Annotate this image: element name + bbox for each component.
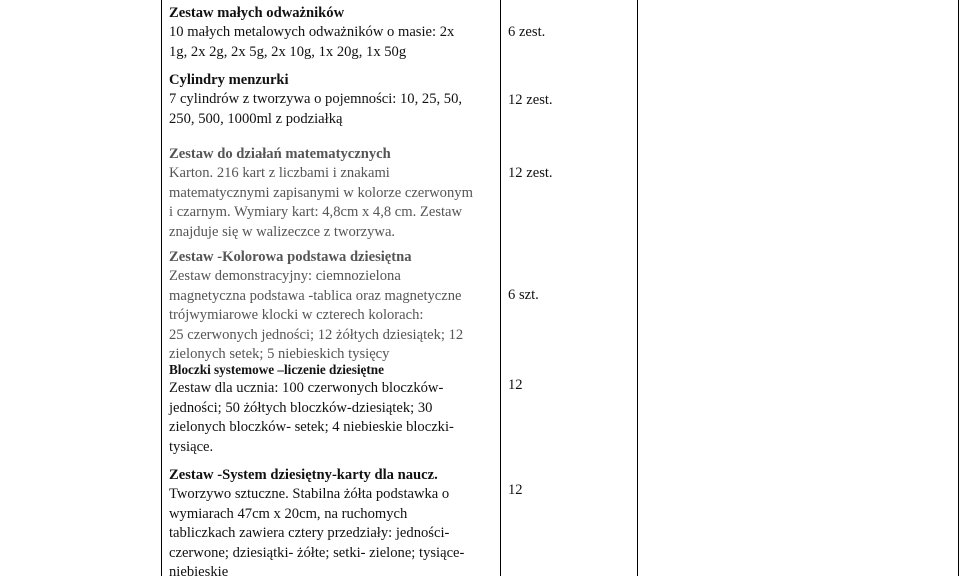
item-quantity: 12 (508, 377, 523, 393)
item-title: Zestaw -Kolorowa podstawa dziesiętna (169, 249, 412, 265)
item-quantity: 12 (508, 482, 523, 498)
table-border-left (161, 0, 162, 576)
item-description (169, 145, 497, 242)
table-border-right (958, 0, 959, 576)
item-quantity: 6 zest. (508, 24, 546, 40)
item-quantity: 12 zest. (508, 165, 553, 181)
table-border-qty-right (637, 0, 638, 576)
table-border-desc-qty (500, 0, 501, 576)
item-quantity: 6 szt. (508, 287, 539, 303)
item-description (169, 71, 497, 129)
item-title: Zestaw małych odważników (169, 5, 345, 21)
item-body: Tworzywo sztuczne. Stabilna żółta podstawka o wymiarach 47cm x 20cm, na ruchomych tabliczkach zawiera cztery przedziały: jedności- czerwone; dziesiątki- żółte; setki- zielone; tysiące- niebieskie (169, 486, 465, 581)
item-quantity: 12 zest. (508, 92, 553, 108)
item-body: Zestaw demonstracyjny: ciemnozielona magnetyczna podstawa -tablica oraz magnetyczne trójwymiarowe klocki w czterech kolorach: 25 czerwonych jedności; 12 żółtych dziesiątek; 12 zielonych setek; 5 niebieskich tysięcy (169, 268, 464, 363)
item-body: Karton. 216 kart z liczbami i znakami matematycznymi zapisanymi w kolorze czerwonym i czarnym. Wymiary kart: 4,8cm x 4,8 cm. Zestaw znajduje się w walizeczce z tworzywa. (169, 165, 473, 240)
item-body: Zestaw dla ucznia: 100 czerwonych bloczków- jedności; 50 żółtych bloczków-dziesiątek; 30 zielonych bloczków- setek; 4 niebieskie bloczki- tysiące. (169, 380, 454, 455)
item-description (169, 360, 497, 457)
item-description (169, 4, 497, 62)
item-title: Zestaw do działań matematycznych (169, 146, 391, 162)
item-title: Zestaw -System dziesiętny-karty dla naucz. (169, 467, 438, 483)
item-description (169, 248, 497, 364)
item-title: Bloczki systemowe –liczenie dziesiętne (169, 362, 384, 377)
item-description (169, 466, 497, 582)
item-body: 10 małych metalowych odważników o masie: 2x 1g, 2x 2g, 2x 5g, 2x 10g, 1x 20g, 1x 50g (169, 24, 455, 60)
item-body: 7 cylindrów z tworzywa o pojemności: 10, 25, 50, 250, 500, 1000ml z podziałką (169, 91, 463, 127)
item-title: Cylindry menzurki (169, 72, 289, 88)
